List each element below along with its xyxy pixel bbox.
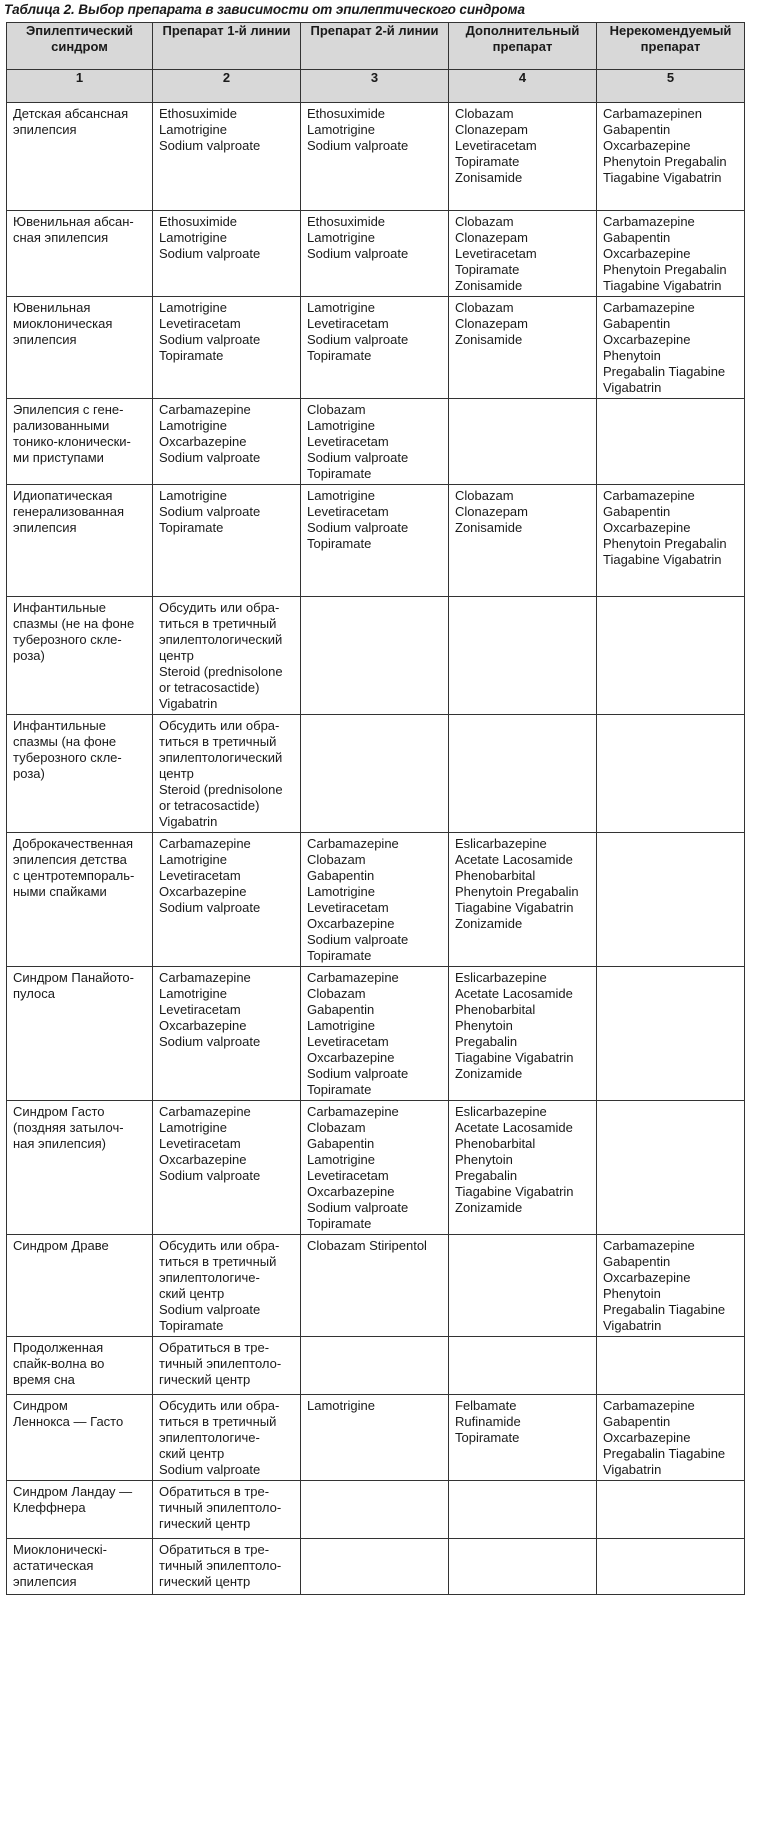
additional-cell xyxy=(449,1235,597,1337)
syndrome-cell: Синдром Гасто (поздняя затылоч- ная эпилепсия) xyxy=(7,1101,153,1235)
first-line-cell: Carbamazepine Lamotrigine Levetiracetam Oxcarbazepine Sodium valproate xyxy=(153,833,301,967)
second-line-cell: Lamotrigine Levetiracetam Sodium valproate Topiramate xyxy=(301,485,449,597)
table-caption: Таблица 2. Выбор препарата в зависимости от эпилептического синдрома xyxy=(4,2,525,17)
second-line-cell: Lamotrigine xyxy=(301,1395,449,1481)
syndrome-drug-table xyxy=(6,22,745,1595)
additional-cell: Felbamate Rufinamide Topiramate xyxy=(449,1395,597,1481)
first-line-cell: Carbamazepine Lamotrigine Levetiracetam Oxcarbazepine Sodium valproate xyxy=(153,1101,301,1235)
not-recommended-cell: Carbamazepine Gabapentin Oxcarbazepine Pregabalin Tiagabine Vigabatrin xyxy=(597,1395,745,1481)
table-row xyxy=(7,715,745,833)
table-row xyxy=(7,297,745,399)
additional-cell xyxy=(449,1481,597,1539)
first-line-cell: Carbamazepine Lamotrigine Levetiracetam Oxcarbazepine Sodium valproate xyxy=(153,967,301,1101)
syndrome-cell: Синдром Леннокса — Гасто xyxy=(7,1395,153,1481)
additional-cell: Clobazam Clonazepam Zonisamide xyxy=(449,297,597,399)
not-recommended-cell: Carbamazepinen Gabapentin Oxcarbazepine Phenytoin Pregabalin Tiagabine Vigabatrin xyxy=(597,103,745,211)
second-line-cell: Clobazam Stiripentol xyxy=(301,1235,449,1337)
syndrome-cell: Ювенильная абсан- сная эпилепсия xyxy=(7,211,153,297)
second-line-cell: Carbamazepine Clobazam Gabapentin Lamotrigine Levetiracetam Oxcarbazepine Sodium valproate Topiramate xyxy=(301,967,449,1101)
column-number-row xyxy=(7,70,745,103)
not-recommended-cell: Carbamazepine Gabapentin Oxcarbazepine Phenytoin Pregabalin Tiagabine Vigabatrin xyxy=(597,485,745,597)
second-line-cell: Ethosuximide Lamotrigine Sodium valproate xyxy=(301,211,449,297)
second-line-cell: Carbamazepine Clobazam Gabapentin Lamotrigine Levetiracetam Oxcarbazepine Sodium valproate Topiramate xyxy=(301,833,449,967)
table-row xyxy=(7,399,745,485)
second-line-cell xyxy=(301,1481,449,1539)
second-line-cell xyxy=(301,1337,449,1395)
not-recommended-cell xyxy=(597,715,745,833)
additional-cell xyxy=(449,715,597,833)
header-syndrome: Эпилептический синдром xyxy=(7,23,153,70)
not-recommended-cell: Carbamazepine Gabapentin Oxcarbazepine Phenytoin Pregabalin Tiagabine Vigabatrin xyxy=(597,297,745,399)
table-row xyxy=(7,1539,745,1595)
first-line-cell: Обсудить или обра- титься в третичный эпилептологиче- ский центр Sodium valproate xyxy=(153,1395,301,1481)
table-row xyxy=(7,597,745,715)
table-body xyxy=(7,103,745,1595)
additional-cell: Eslicarbazepine Acetate Lacosamide Phenobarbital Phenytoin Pregabalin Tiagabine Vigabatrin Zonizamide xyxy=(449,833,597,967)
syndrome-cell: Миоклоническі- астатическая эпилепсия xyxy=(7,1539,153,1595)
not-recommended-cell xyxy=(597,967,745,1101)
first-line-cell: Lamotrigine Levetiracetam Sodium valproate Topiramate xyxy=(153,297,301,399)
additional-cell: Clobazam Clonazepam Levetiracetam Topiramate Zonisamide xyxy=(449,103,597,211)
first-line-cell: Обратиться в тре- тичный эпилептоло- гический центр xyxy=(153,1337,301,1395)
table-row xyxy=(7,1337,745,1395)
second-line-cell: Ethosuximide Lamotrigine Sodium valproate xyxy=(301,103,449,211)
second-line-cell: Clobazam Lamotrigine Levetiracetam Sodium valproate Topiramate xyxy=(301,399,449,485)
table-row xyxy=(7,1481,745,1539)
first-line-cell: Ethosuximide Lamotrigine Sodium valproate xyxy=(153,103,301,211)
not-recommended-cell: Carbamazepine Gabapentin Oxcarbazepine Phenytoin Pregabalin Tiagabine Vigabatrin xyxy=(597,211,745,297)
not-recommended-cell xyxy=(597,1337,745,1395)
syndrome-cell: Синдром Драве xyxy=(7,1235,153,1337)
table-row xyxy=(7,485,745,597)
syndrome-cell: Инфантильные спазмы (на фоне туберозного скле- роза) xyxy=(7,715,153,833)
syndrome-cell: Синдром Панайото- пулоса xyxy=(7,967,153,1101)
syndrome-cell: Синдром Ландау — Клеффнера xyxy=(7,1481,153,1539)
not-recommended-cell: Carbamazepine Gabapentin Oxcarbazepine Phenytoin Pregabalin Tiagabine Vigabatrin xyxy=(597,1235,745,1337)
first-line-cell: Обсудить или обра- титься в третичный эпилептологиче- ский центр Sodium valproate Topiramate xyxy=(153,1235,301,1337)
table-row xyxy=(7,1235,745,1337)
not-recommended-cell xyxy=(597,833,745,967)
additional-cell: Eslicarbazepine Acetate Lacosamide Phenobarbital Phenytoin Pregabalin Tiagabine Vigabatrin Zonizamide xyxy=(449,967,597,1101)
second-line-cell xyxy=(301,715,449,833)
additional-cell xyxy=(449,1337,597,1395)
second-line-cell xyxy=(301,1539,449,1595)
table-row xyxy=(7,833,745,967)
header-not-recommended: Нерекомендуемый препарат xyxy=(597,23,745,70)
syndrome-cell: Инфантильные спазмы (не на фоне туберозного скле- роза) xyxy=(7,597,153,715)
table-row xyxy=(7,1395,745,1481)
second-line-cell: Carbamazepine Clobazam Gabapentin Lamotrigine Levetiracetam Oxcarbazepine Sodium valproate Topiramate xyxy=(301,1101,449,1235)
first-line-cell: Обсудить или обра- титься в третичный эпилептологический центр Steroid (prednisolone or tetracosactide) Vigabatrin xyxy=(153,715,301,833)
header-additional: Дополнительный препарат xyxy=(449,23,597,70)
table-row xyxy=(7,211,745,297)
table-row xyxy=(7,103,745,211)
not-recommended-cell xyxy=(597,1539,745,1595)
header-second-line: Препарат 2-й линии xyxy=(301,23,449,70)
table-row xyxy=(7,967,745,1101)
additional-cell xyxy=(449,1539,597,1595)
second-line-cell: Lamotrigine Levetiracetam Sodium valproate Topiramate xyxy=(301,297,449,399)
not-recommended-cell xyxy=(597,399,745,485)
header-row xyxy=(7,23,745,70)
first-line-cell: Ethosuximide Lamotrigine Sodium valproate xyxy=(153,211,301,297)
first-line-cell: Обсудить или обра- титься в третичный эпилептологический центр Steroid (prednisolone or tetracosactide) Vigabatrin xyxy=(153,597,301,715)
first-line-cell: Обратиться в тре- тичный эпилептоло- гический центр xyxy=(153,1481,301,1539)
additional-cell xyxy=(449,399,597,485)
syndrome-cell: Детская абсансная эпилепсия xyxy=(7,103,153,211)
column-number: 1 xyxy=(7,70,153,103)
additional-cell xyxy=(449,597,597,715)
column-number: 5 xyxy=(597,70,745,103)
header-first-line: Препарат 1-й линии xyxy=(153,23,301,70)
first-line-cell: Lamotrigine Sodium valproate Topiramate xyxy=(153,485,301,597)
not-recommended-cell xyxy=(597,1101,745,1235)
syndrome-cell: Идиопатическая генерализованная эпилепсия xyxy=(7,485,153,597)
syndrome-cell: Доброкачественная эпилепсия детства с центротемпораль- ными спайками xyxy=(7,833,153,967)
syndrome-cell: Ювенильная миоклоническая эпилепсия xyxy=(7,297,153,399)
first-line-cell: Carbamazepine Lamotrigine Oxcarbazepine Sodium valproate xyxy=(153,399,301,485)
syndrome-cell: Продолженная спайк-волна во время сна xyxy=(7,1337,153,1395)
additional-cell: Clobazam Clonazepam Levetiracetam Topiramate Zonisamide xyxy=(449,211,597,297)
column-number: 2 xyxy=(153,70,301,103)
additional-cell: Clobazam Clonazepam Zonisamide xyxy=(449,485,597,597)
not-recommended-cell xyxy=(597,1481,745,1539)
not-recommended-cell xyxy=(597,597,745,715)
syndrome-cell: Эпилепсия с гене- рализованными тонико-клонически- ми приступами xyxy=(7,399,153,485)
additional-cell: Eslicarbazepine Acetate Lacosamide Phenobarbital Phenytoin Pregabalin Tiagabine Vigabatrin Zonizamide xyxy=(449,1101,597,1235)
first-line-cell: Обратиться в тре- тичный эпилептоло- гический центр xyxy=(153,1539,301,1595)
table-row xyxy=(7,1101,745,1235)
column-number: 3 xyxy=(301,70,449,103)
column-number: 4 xyxy=(449,70,597,103)
second-line-cell xyxy=(301,597,449,715)
